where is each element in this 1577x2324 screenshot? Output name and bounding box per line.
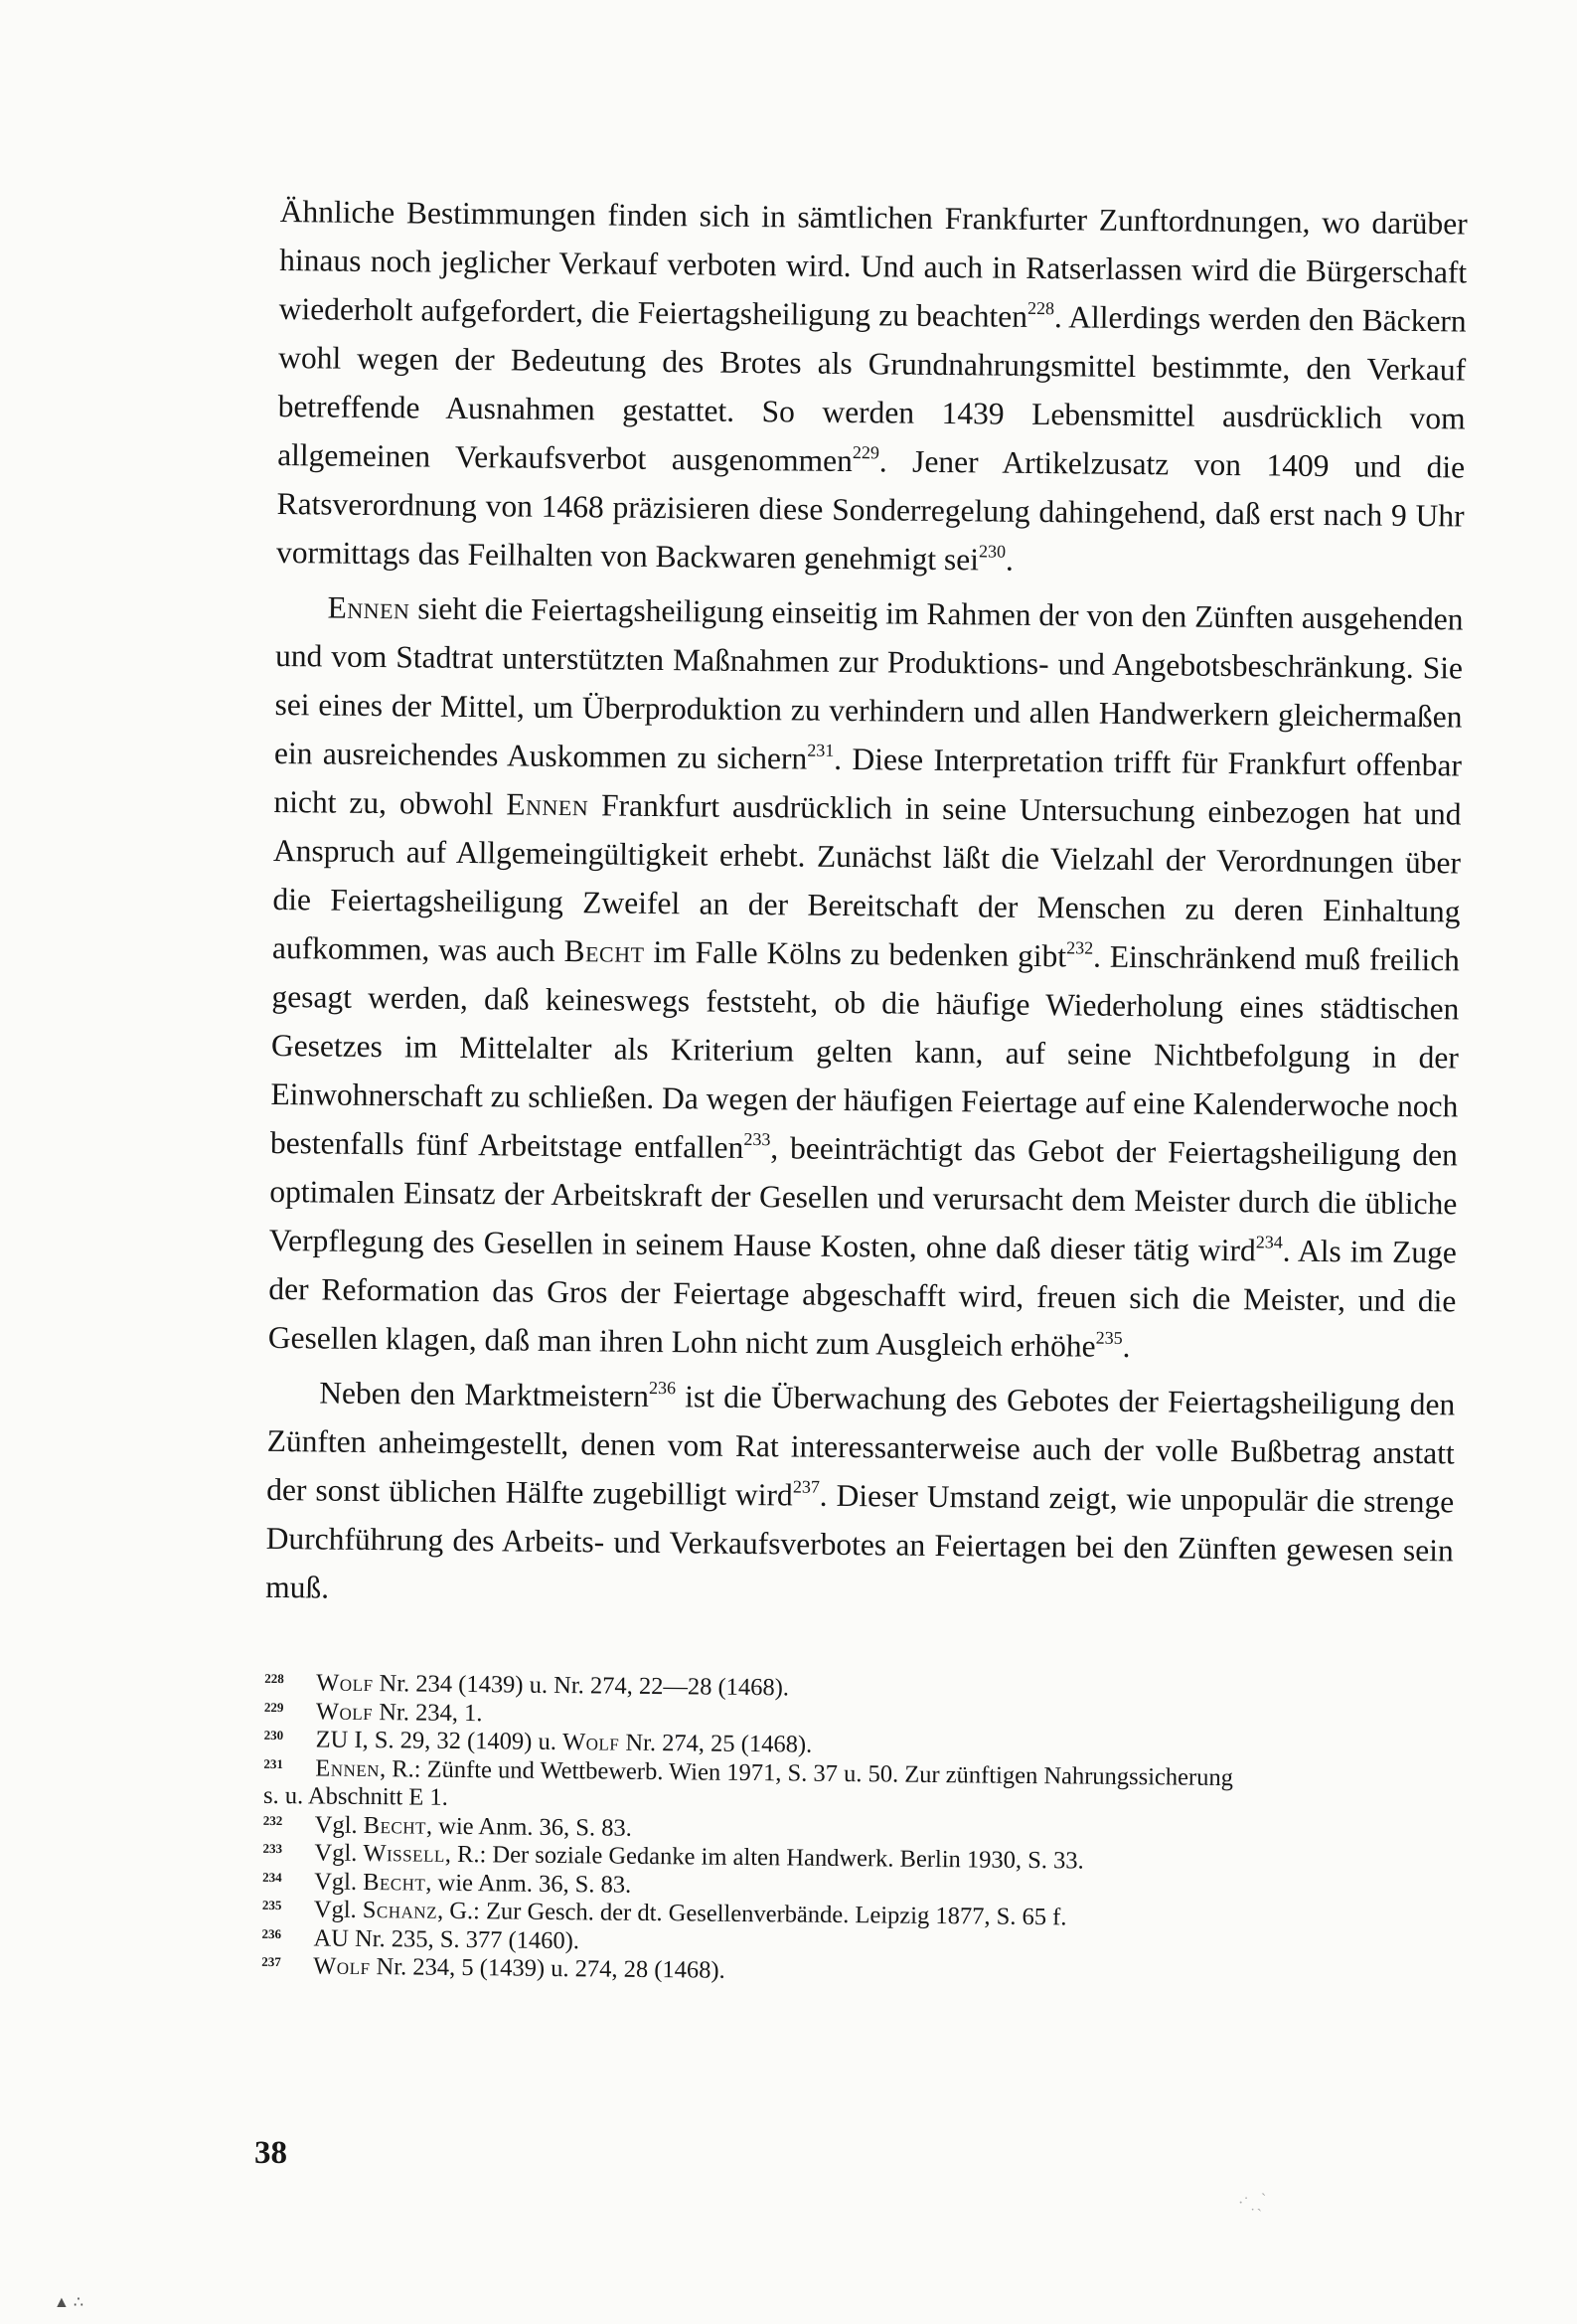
author-name: Ennen xyxy=(327,589,410,626)
text-run: , R.: Zünfte und Wettbewerb. Wien 1971, S. 37 u. 50. Zur zünftigen Nahrungssicherung xyxy=(379,1754,1234,1791)
author-name: Schanz xyxy=(362,1896,438,1924)
text-run: Frankfurt ausdrücklich in seine Untersuchung einbezogen hat und Anspruch auf Allgemeingültigkeit erhebt. Zunächst läßt die Vielzahl der Verordnungen über die Feiertagsheiligung Zweifel an der Bereitschaft der Menschen zu deren Einhaltung aufkommen, was auch xyxy=(271,787,1462,969)
text-run: . xyxy=(1122,1328,1131,1365)
text-run: s. u. Abschnitt E 1. xyxy=(262,1781,448,1811)
scan-mark: ▲ ∴ xyxy=(54,2294,84,2311)
text-run: Nr. 274, 25 (1468). xyxy=(619,1729,813,1758)
footnote-reference: 231 xyxy=(807,740,835,760)
author-name: Wolf xyxy=(315,1697,374,1726)
text-run: . Einschränkend muß freilich gesagt werden, daß keineswegs feststeht, ob die häufige Wiederholung eines städtischen Gesetzes im Mittelalter als Kriterium gelten kann, auf seine Nichtbefolgung in der Einwohnerschaft zu schließen. Da wegen der häufigen Feiertage auf eine Kalenderwoche noch bestenfalls fünf Arbeitstage entfallen xyxy=(269,938,1461,1165)
text-run: . Jener Artikelzusatz von 1409 und die Ratsverordnung von 1468 präzisieren diese Sonderregelung dahingehend, daß erst nach 9 Uhr vormittags das Feilhalten von Backwaren genehmigt sei xyxy=(275,443,1466,578)
text-run: Vgl. xyxy=(313,1896,363,1923)
author-name: Wolf xyxy=(316,1669,374,1698)
text-run: Ähnliche Bestimmungen finden sich in sämtlichen Frankfurter Zunftordnungen, wo darüber hinaus noch jeglicher Verkauf verboten wird. Und auch in Ratserlassen wird die Bürgerschaft wiederholt aufgefordert, die Feiertagsheiligung zu beachten xyxy=(278,193,1468,334)
text-run: sieht die Feiertagsheiligung einseitig im Rahmen der von den Zünften ausgehenden und vom Stadtrat unterstützten Maßnahmen zur Produktions- und Angebotsbeschränkung. Sie sei eines der Mittel, um Überproduktion zu verhindern und allen Handwerkern gleichermaßen ein ausreichendes Auskommen zu sichern xyxy=(273,590,1464,776)
author-name: Becht xyxy=(363,1868,426,1897)
text-run: . Als im Zuge der Reformation das Gros der Feiertage abgeschafft wird, freuen sich die Meister, und die Gesellen klagen, daß man ihren Lohn nicht zum Ausgleich erhöhe xyxy=(267,1233,1458,1364)
footnote-number: 232 xyxy=(262,1812,283,1828)
text-run: . xyxy=(1005,542,1014,578)
text-run: ZU I, S. 29, 32 (1409) u. xyxy=(315,1726,563,1756)
author-name: Wolf xyxy=(313,1952,371,1981)
text-run: Vgl. xyxy=(314,1839,364,1867)
footnotes xyxy=(261,1669,1452,1993)
footnote-reference: 236 xyxy=(648,1377,677,1398)
author-name: Ennen xyxy=(506,786,589,823)
text-run: Vgl. xyxy=(314,1810,364,1839)
footnote-number: 230 xyxy=(263,1727,284,1743)
author-name: Becht xyxy=(363,1811,427,1840)
text-run: , G.: Zur Gesch. der dt. Gesellenverbände. Leipzig 1877, S. 65 f. xyxy=(436,1897,1067,1931)
text-run: , beeinträchtigt das Gebot der Feiertagsheiligung den optimalen Einsatz der Arbeitskraft der Gesellen und verursacht dem Meister durch die übliche Verpflegung des Gesellen in seinem Hause Kosten, ohne daß dieser tätig wird xyxy=(268,1130,1459,1268)
footnote-reference: 228 xyxy=(1027,297,1055,318)
body-text xyxy=(265,187,1468,1623)
footnote-number: 234 xyxy=(262,1869,282,1885)
footnote-number: 228 xyxy=(264,1670,284,1687)
footnote-reference: 237 xyxy=(792,1475,820,1497)
footnote-number: 231 xyxy=(263,1755,283,1771)
text-run: , R.: Der soziale Gedanke im alten Handwerk. Berlin 1930, S. 33. xyxy=(444,1840,1084,1875)
page-content xyxy=(261,187,1468,1993)
footnote-reference: 232 xyxy=(1066,936,1094,958)
footnote-reference: 235 xyxy=(1095,1327,1123,1348)
author-name: Wissell xyxy=(363,1839,445,1868)
text-run: Nr. 234, 1. xyxy=(373,1698,483,1727)
paragraph xyxy=(268,582,1464,1374)
footnote-reference: 230 xyxy=(978,540,1007,562)
text-run: Nr. 234 (1439) u. Nr. 274, 22—28 (1468). xyxy=(373,1670,790,1702)
footnote-number: 235 xyxy=(261,1897,282,1913)
text-run: , wie Anm. 36, S. 83. xyxy=(425,1812,633,1842)
text-run: im Falle Kölns zu bedenken gibt xyxy=(644,933,1067,974)
text-run: ist die Überwachung des Gebotes der Feiertagsheiligung den Zünften anheimgestellt, denen vom Rat interessanterweise auch der volle Bußbetrag anstatt der sonst üblichen Hälfte zugebilligt wird xyxy=(266,1379,1456,1513)
text-run: . Diese Interpretation trifft für Frankfurt offenbar nicht zu, obwohl xyxy=(273,741,1463,822)
text-run: Vgl. xyxy=(314,1867,364,1896)
page-number: 38 xyxy=(254,2135,287,2171)
footnote-number: 233 xyxy=(262,1840,283,1857)
text-run: Nr. 234, 5 (1439) u. 274, 28 (1468). xyxy=(370,1953,725,1984)
footnote-reference: 233 xyxy=(743,1128,771,1149)
paragraph xyxy=(265,1368,1456,1624)
text-run: , wie Anm. 36, S. 83. xyxy=(425,1869,632,1899)
author-name: Becht xyxy=(563,933,645,969)
author-name: Wolf xyxy=(561,1729,620,1756)
paragraph xyxy=(276,187,1468,588)
text-run: AU Nr. 235, S. 377 (1460). xyxy=(313,1923,580,1954)
scan-speck: ·˙ ̣ ˏ ̀ xyxy=(1238,2195,1266,2212)
author-name: Ennen xyxy=(315,1753,381,1782)
footnote-number: 236 xyxy=(261,1925,282,1941)
text-run: . Allerdings werden den Bäckern wohl wegen der Bedeutung des Brotes als Grundnahrungsmittel bestimmte, den Verkauf betreffende Ausnahmen gestattet. So werden 1439 Lebensmittel ausdrücklich vom allgemeinen Verkaufsverbot ausgenommen xyxy=(276,299,1467,479)
text-run: Neben den Marktmeistern xyxy=(319,1375,650,1413)
footnote-number: 229 xyxy=(263,1699,284,1715)
footnote-reference: 229 xyxy=(852,441,880,462)
footnote-number: 237 xyxy=(261,1953,281,1970)
text-run: . Dieser Umstand zeigt, wie unpopulär die strenge Durchführung des Arbeits- und Verkaufsverbotes an Feiertagen bei den Zünften gewesen sein muß. xyxy=(265,1477,1455,1605)
footnote-reference: 234 xyxy=(1255,1231,1283,1252)
